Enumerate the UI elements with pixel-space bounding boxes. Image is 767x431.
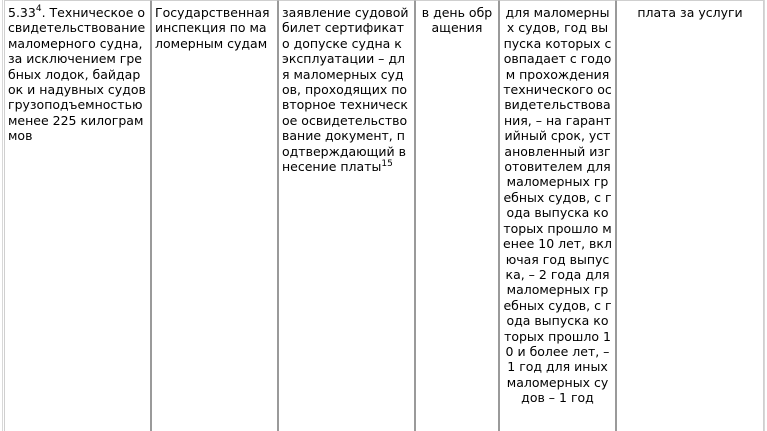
cell-documents <box>278 0 415 431</box>
cell-validity <box>499 0 616 431</box>
table-row <box>4 0 764 431</box>
documents-footnote-mark: 15 <box>381 159 393 170</box>
frame-line-left <box>2 0 3 431</box>
cell-term <box>415 0 499 431</box>
fee-text: плата за услуги <box>637 5 743 20</box>
term-text: в день обращения <box>421 5 493 36</box>
authority-text: Государственная инспекция по маломерным судам <box>155 5 270 51</box>
cell-authority <box>151 0 278 431</box>
frame-line-right <box>764 0 765 431</box>
cell-service-name <box>4 0 151 431</box>
validity-text: для маломерных судов, год выпуска которых совпадает с годом прохождения технического освидетельствования, – на гарантийный срок, установленный изготовителем для маломерных гребных судов, с года выпуска которых прошло менее 10 лет, включая год выпуска, – 2 года для маломерных гребных судов, с года выпуска которых прошло 10 и более лет, – 1 год для иных маломерных судов – 1 год <box>503 5 612 406</box>
service-footnote-mark: 4 <box>35 4 42 14</box>
service-number: 5.33 <box>8 5 36 20</box>
cell-fee <box>616 0 764 431</box>
procedures-table <box>4 0 764 431</box>
documents-text: заявление судовой билет сертификат о допуске судна к эксплуатации – для маломерных судов, проходящих повторное техническое освидетельствование документ, подтверждающий внесение платы <box>282 5 409 175</box>
service-name-text: . Техническое освидетельствование маломерного судна, за исключением гребных лодок, байдарок и надувных судов грузоподъемностью менее 225 килограммов <box>8 5 146 144</box>
